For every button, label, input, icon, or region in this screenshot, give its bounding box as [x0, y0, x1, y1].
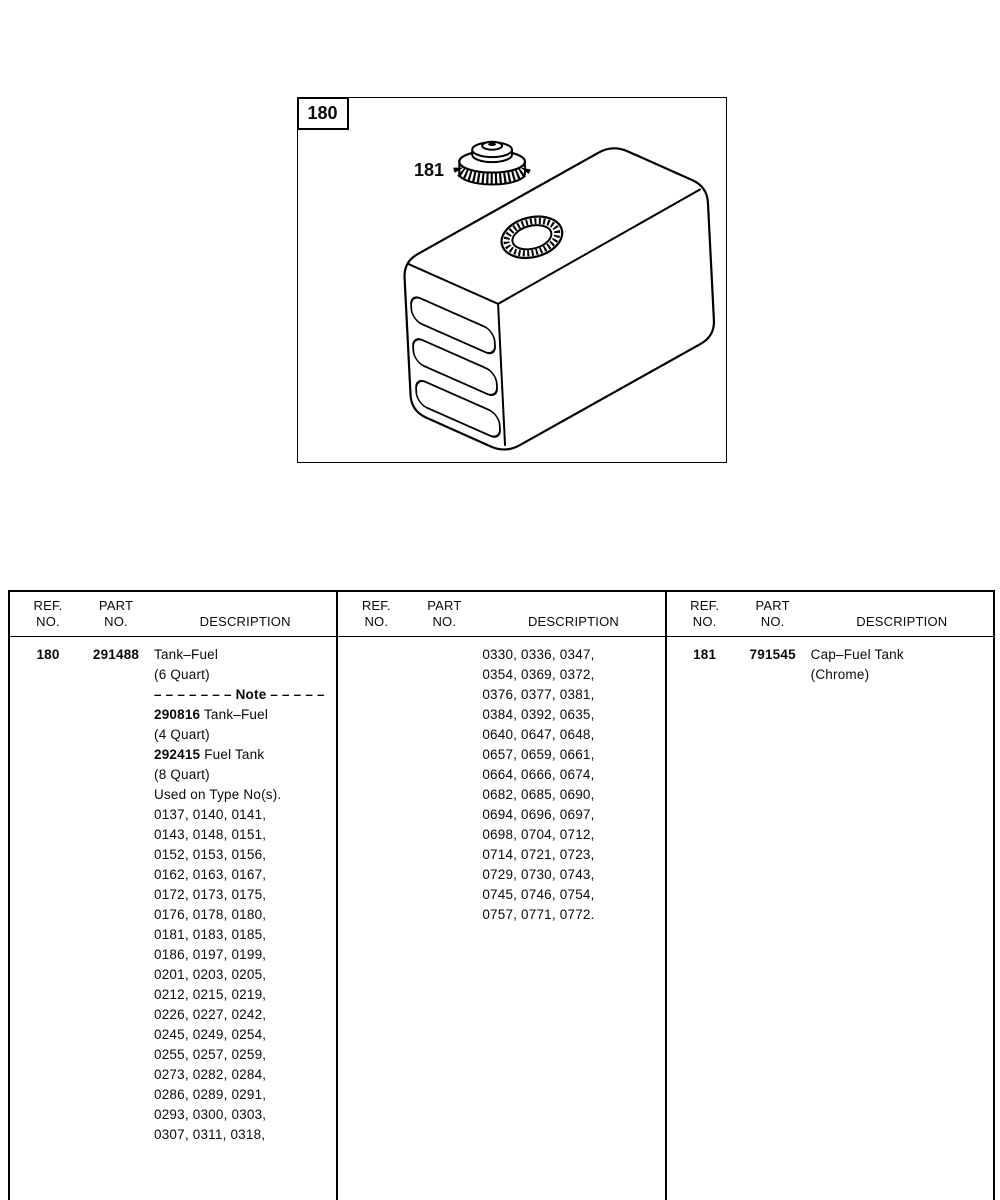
description-segment: 0729, 0730, 0743,	[482, 867, 595, 882]
description-line	[154, 1065, 332, 1085]
header-part-no	[78, 598, 154, 630]
description-segment-bold: 290816	[154, 707, 201, 722]
description-line	[154, 745, 332, 765]
header-ref-no	[675, 598, 735, 630]
ref-no-value: 180	[36, 647, 60, 662]
description-segment: (4 Quart)	[154, 727, 210, 742]
description-line	[482, 745, 660, 765]
description-segment: 0714, 0721, 0723,	[482, 847, 595, 862]
description-cell	[154, 645, 336, 1145]
fuel-cap-drawing	[459, 142, 525, 185]
description-line	[482, 885, 660, 905]
description-cell	[811, 645, 993, 685]
description-line	[154, 785, 332, 805]
description-line	[154, 1005, 332, 1025]
header-description-label: DESCRIPTION	[856, 614, 948, 629]
description-segment: 0176, 0178, 0180,	[154, 907, 267, 922]
description-segment: 0137, 0140, 0141,	[154, 807, 267, 822]
part-no-value: 291488	[92, 647, 140, 662]
ref-no-value: 181	[693, 647, 717, 662]
description-line	[482, 805, 660, 825]
description-segment-bold: – – – – – – – Note – – – – –	[154, 687, 325, 702]
description-segment: 0245, 0249, 0254,	[154, 1027, 267, 1042]
description-line	[154, 725, 332, 745]
description-line	[154, 1085, 332, 1105]
description-line	[154, 765, 332, 785]
description-line	[154, 1105, 332, 1125]
description-line	[154, 825, 332, 845]
description-segment: 0152, 0153, 0156,	[154, 847, 267, 862]
header-description-label: DESCRIPTION	[527, 614, 620, 629]
description-line	[154, 645, 332, 665]
part-no-value: 791545	[749, 647, 796, 662]
header-part-line2: NO.	[760, 614, 785, 629]
description-segment: Cap–Fuel Tank	[810, 647, 904, 662]
description-segment: 0757, 0771, 0772.	[482, 907, 595, 922]
description-segment: 0255, 0257, 0259,	[154, 1047, 267, 1062]
description-line	[154, 1045, 332, 1065]
description-segment: 0273, 0282, 0284,	[154, 1067, 267, 1082]
header-ref-no	[18, 598, 78, 630]
description-segment: (6 Quart)	[154, 667, 210, 682]
description-segment: 0664, 0666, 0674,	[482, 767, 595, 782]
description-segment: Tank–Fuel	[200, 707, 269, 722]
table-column-group-3	[667, 592, 993, 1200]
description-segment: 0640, 0647, 0648,	[482, 727, 595, 742]
parts-table	[8, 590, 995, 1200]
description-segment: 0698, 0704, 0712,	[482, 827, 595, 842]
description-line	[154, 845, 332, 865]
description-segment: 0293, 0300, 0303,	[154, 1107, 267, 1122]
description-line	[154, 705, 332, 725]
description-segment: 0354, 0369, 0372,	[482, 667, 595, 682]
description-line	[811, 645, 989, 665]
header-description	[811, 598, 993, 630]
table-column-group-1	[10, 592, 338, 1200]
cap-ref-label: 181	[414, 160, 445, 180]
description-line	[154, 805, 332, 825]
description-line	[154, 885, 332, 905]
description-line	[154, 865, 332, 885]
description-line	[482, 725, 660, 745]
description-segment: 0186, 0197, 0199,	[154, 947, 267, 962]
description-segment: 0212, 0215, 0219,	[154, 987, 267, 1002]
description-segment: Tank–Fuel	[154, 647, 219, 662]
part-row	[667, 645, 993, 685]
header-ref-line2: NO.	[36, 614, 60, 629]
header-ref-line2: NO.	[364, 614, 389, 629]
table-header	[10, 592, 336, 637]
description-line	[154, 985, 332, 1005]
description-line	[811, 665, 989, 685]
description-line	[482, 845, 660, 865]
description-segment: 0694, 0696, 0697,	[482, 807, 595, 822]
description-segment: 0376, 0377, 0381,	[482, 687, 595, 702]
description-line	[482, 645, 660, 665]
part-row	[338, 645, 664, 925]
header-part-no	[735, 598, 811, 630]
description-line	[154, 965, 332, 985]
header-ref-no	[346, 598, 406, 630]
description-line	[154, 945, 332, 965]
header-ref-line1: REF.	[690, 598, 720, 613]
illustration-panel	[297, 97, 727, 463]
table-column-group-2	[338, 592, 666, 1200]
description-line	[154, 1125, 332, 1145]
description-line	[482, 825, 660, 845]
description-line	[154, 685, 332, 705]
header-part-line1: PART	[427, 598, 462, 613]
part-row	[10, 645, 336, 1145]
header-description	[154, 598, 336, 630]
header-ref-line1: REF.	[33, 598, 63, 613]
description-segment: 0201, 0203, 0205,	[154, 967, 267, 982]
header-part-line2: NO.	[432, 614, 457, 629]
description-segment: 0226, 0227, 0242,	[154, 1007, 267, 1022]
description-line	[482, 865, 660, 885]
description-line	[482, 905, 660, 925]
fuel-tank-illustration	[298, 98, 726, 462]
header-part-no	[406, 598, 482, 630]
description-line	[154, 925, 332, 945]
header-ref-line2: NO.	[692, 614, 717, 629]
header-part-line2: NO.	[104, 614, 128, 629]
description-segment: 0143, 0148, 0151,	[154, 827, 267, 842]
table-column-body-3	[667, 637, 993, 1200]
description-segment: 0745, 0746, 0754,	[482, 887, 595, 902]
description-segment: 0162, 0163, 0167,	[154, 867, 267, 882]
figure-ref-label: 180	[297, 97, 349, 130]
description-line	[154, 665, 332, 685]
header-description-label: DESCRIPTION	[199, 614, 291, 629]
description-segment: 0330, 0336, 0347,	[482, 647, 595, 662]
table-header	[667, 592, 993, 637]
description-segment: 0657, 0659, 0661,	[482, 747, 595, 762]
table-column-body-2	[338, 637, 664, 1200]
description-line	[154, 905, 332, 925]
description-segment: (Chrome)	[810, 667, 870, 682]
description-segment-bold: 292415	[154, 747, 201, 762]
description-segment: (8 Quart)	[154, 767, 210, 782]
description-line	[154, 1025, 332, 1045]
description-line	[482, 765, 660, 785]
description-segment: Fuel Tank	[200, 747, 265, 762]
header-part-line1: PART	[755, 598, 790, 613]
description-line	[482, 685, 660, 705]
description-segment: 0307, 0311, 0318,	[154, 1127, 266, 1142]
table-header	[338, 592, 664, 637]
description-line	[482, 705, 660, 725]
description-cell	[482, 645, 664, 925]
description-line	[482, 785, 660, 805]
description-segment: 0286, 0289, 0291,	[154, 1087, 267, 1102]
description-segment: Used on Type No(s).	[154, 787, 282, 802]
header-description	[482, 598, 664, 630]
description-line	[482, 665, 660, 685]
description-segment: 0172, 0173, 0175,	[154, 887, 267, 902]
description-segment: 0384, 0392, 0635,	[482, 707, 595, 722]
table-column-body-1	[10, 637, 336, 1200]
header-part-line1: PART	[98, 598, 134, 613]
header-ref-line1: REF.	[361, 598, 391, 613]
description-segment: 0682, 0685, 0690,	[482, 787, 595, 802]
description-segment: 0181, 0183, 0185,	[154, 927, 267, 942]
